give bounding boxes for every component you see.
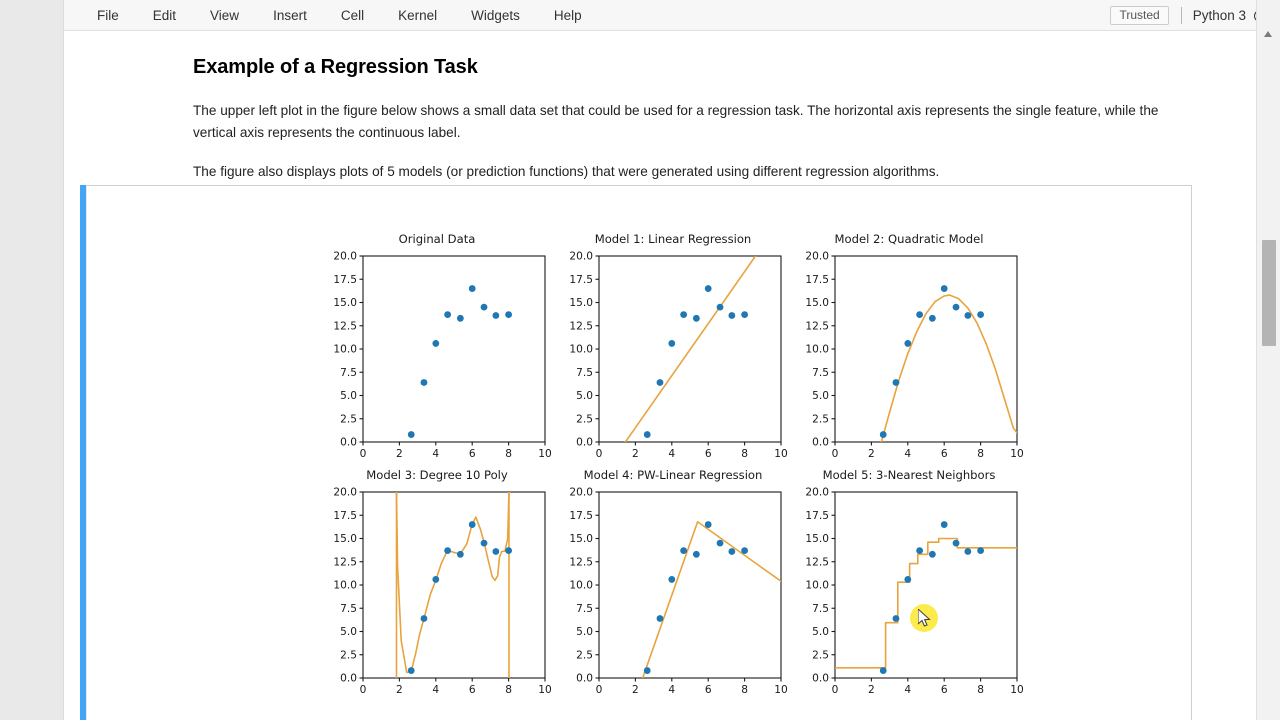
y-tick-label: 15.0 [569,533,593,546]
x-tick-label: 6 [940,684,948,696]
data-point [408,667,415,674]
y-tick-label: 10.0 [333,343,357,356]
subplot-canvas [319,248,555,468]
subplot-canvas [555,248,791,468]
y-tick-label: 2.5 [340,649,357,662]
data-point [953,540,960,547]
y-tick-label: 0.0 [576,436,593,449]
subplot-5 [555,468,791,704]
data-point [481,540,488,547]
data-point [492,312,499,319]
model-curve [396,492,509,672]
y-tick-label: 0.0 [576,672,593,685]
subplot-4 [319,468,555,704]
markdown-paragraph-2: The figure also displays plots of 5 models (or prediction functions) that were generated using different regression algorithms. [193,164,940,179]
data-point [893,615,900,622]
y-tick-label: 2.5 [576,649,593,662]
subplot-2 [555,232,791,468]
notebook-page [64,31,1256,720]
y-tick-label: 20.0 [805,250,829,263]
x-tick-label: 6 [468,448,476,460]
y-tick-label: 10.0 [805,343,829,356]
menu-item-file[interactable]: File [97,8,119,23]
x-tick-label: 2 [396,448,403,460]
subplot-canvas [319,484,555,704]
y-tick-label: 20.0 [333,250,357,263]
data-point [657,379,664,386]
subplot-6 [791,468,1027,704]
x-tick-label: 6 [940,448,948,460]
data-point [741,311,748,318]
y-tick-label: 7.5 [340,366,357,379]
data-point [644,667,651,674]
x-tick-label: 2 [632,684,639,696]
output-cell[interactable] [80,185,1192,720]
trusted-badge[interactable]: Trusted [1110,6,1168,25]
x-tick-label: 10 [538,684,552,696]
data-point [728,312,735,319]
mouse-pointer-icon [918,609,932,628]
y-tick-label: 17.5 [805,273,829,286]
data-point [408,431,415,438]
subplot-title: Model 2: Quadratic Model [834,232,984,246]
y-tick-label: 15.0 [333,297,357,310]
y-tick-label: 10.0 [569,343,593,356]
y-tick-label: 2.5 [812,413,829,426]
y-tick-label: 12.5 [569,556,593,569]
data-point [693,551,700,558]
y-tick-label: 20.0 [805,486,829,499]
x-tick-label: 4 [904,448,912,460]
menu-item-view[interactable]: View [210,8,240,23]
data-point [432,340,439,347]
subplot-canvas [791,248,1027,468]
data-point [505,547,512,554]
x-tick-label: 6 [704,448,712,460]
data-point [929,315,936,322]
y-tick-label: 5.0 [576,626,593,639]
model-curve [835,539,1017,668]
y-tick-label: 12.5 [805,320,829,333]
data-point [705,285,712,292]
subplot-title: Model 4: PW-Linear Regression [583,468,763,482]
y-tick-label: 17.5 [805,509,829,522]
x-tick-label: 4 [432,448,440,460]
data-point [904,340,911,347]
data-point [717,304,724,311]
data-point [457,551,464,558]
y-tick-label: 12.5 [805,556,829,569]
data-point [916,547,923,554]
data-point [680,311,687,318]
menu-bar [64,0,1280,31]
y-tick-label: 0.0 [812,436,829,449]
menu-items [80,0,599,31]
y-tick-label: 5.0 [340,390,357,403]
subplot-3 [791,232,1027,468]
data-point [680,547,687,554]
x-tick-label: 2 [868,448,875,460]
menu-item-help[interactable]: Help [553,8,582,23]
kernel-name-label: Python 3 [1192,8,1246,23]
data-point [941,285,948,292]
scrollbar-thumb[interactable] [1262,240,1276,346]
y-tick-label: 7.5 [340,602,357,615]
x-tick-label: 0 [831,448,839,460]
data-point [893,379,900,386]
data-point [481,304,488,311]
y-tick-label: 20.0 [569,250,593,263]
y-tick-label: 5.0 [340,626,357,639]
model-curve [643,522,781,678]
x-tick-label: 0 [595,448,603,460]
x-tick-label: 4 [668,684,676,696]
data-point [941,521,948,528]
y-tick-label: 15.0 [805,297,829,310]
y-tick-label: 17.5 [569,273,593,286]
y-tick-label: 17.5 [333,509,357,522]
x-tick-label: 4 [668,448,676,460]
menu-item-kernel[interactable]: Kernel [398,8,438,23]
x-tick-label: 6 [468,684,476,696]
data-point [469,521,476,528]
data-point [977,311,984,318]
x-tick-label: 6 [704,684,712,696]
y-tick-label: 5.0 [576,390,593,403]
data-point [964,548,971,555]
data-point [705,521,712,528]
x-tick-label: 8 [505,448,512,460]
kernel-indicator-group [1181,7,1266,24]
subplot-1 [319,232,555,468]
data-point [717,540,724,547]
data-point [444,547,451,554]
page-left-gutter [0,0,64,720]
y-tick-label: 15.0 [569,297,593,310]
menu-item-widgets[interactable]: Widgets [471,8,520,23]
y-tick-label: 15.0 [333,533,357,546]
data-point [916,311,923,318]
data-point [505,311,512,318]
data-point [904,576,911,583]
y-tick-label: 15.0 [805,533,829,546]
y-tick-label: 0.0 [340,436,357,449]
y-tick-label: 0.0 [812,672,829,685]
data-point [964,312,971,319]
y-tick-label: 7.5 [812,366,829,379]
y-tick-label: 20.0 [333,486,357,499]
subplot-canvas [791,484,1027,704]
data-point [421,379,428,386]
y-tick-label: 10.0 [333,579,357,592]
x-tick-label: 10 [1010,684,1024,696]
y-tick-label: 5.0 [812,390,829,403]
y-tick-label: 17.5 [333,273,357,286]
x-tick-label: 8 [977,448,984,460]
y-tick-label: 12.5 [333,556,357,569]
y-tick-label: 0.0 [340,672,357,685]
y-tick-label: 12.5 [333,320,357,333]
data-point [728,548,735,555]
y-tick-label: 10.0 [805,579,829,592]
x-tick-label: 10 [538,448,552,460]
x-tick-label: 0 [831,684,839,696]
scroll-up-arrow-icon[interactable] [1264,31,1272,37]
scrollbar-track[interactable] [1257,42,1280,240]
data-point [644,431,651,438]
data-point [693,315,700,322]
vertical-scrollbar[interactable] [1256,0,1280,720]
data-point [741,547,748,554]
data-point [929,551,936,558]
y-tick-label: 7.5 [812,602,829,615]
y-tick-label: 2.5 [576,413,593,426]
subplot-title: Model 1: Linear Regression [594,232,752,246]
y-tick-label: 10.0 [569,579,593,592]
regression-figure [319,232,1039,714]
x-tick-label: 2 [632,448,639,460]
page-title: Example of a Regression Task [193,56,478,78]
y-tick-label: 7.5 [576,366,593,379]
data-point [492,548,499,555]
data-point [977,547,984,554]
x-tick-label: 0 [359,448,367,460]
markdown-cell[interactable] [193,56,1183,201]
output-area [86,185,1192,720]
y-tick-label: 7.5 [576,602,593,615]
model-curve [625,256,755,442]
y-tick-label: 2.5 [812,649,829,662]
data-point [444,311,451,318]
y-tick-label: 20.0 [569,486,593,499]
subplot-title: Original Data [398,232,476,246]
data-point [668,576,675,583]
data-point [432,576,439,583]
x-tick-label: 10 [774,448,788,460]
markdown-paragraph-1: The upper left plot in the figure below shows a small data set that could be used for a regression task. The horizontal axis represents the single feature, while the vertical axis represents the continuous label. [193,103,1159,140]
x-tick-label: 10 [774,684,788,696]
subplot-title: Model 5: 3-Nearest Neighbors [822,468,996,482]
data-point [657,615,664,622]
subplot-canvas [555,484,791,704]
x-tick-label: 0 [595,684,603,696]
y-tick-label: 5.0 [812,626,829,639]
data-point [953,304,960,311]
x-tick-label: 2 [396,684,403,696]
menu-item-edit[interactable]: Edit [152,8,177,23]
x-tick-label: 8 [741,684,748,696]
menu-item-insert[interactable]: Insert [273,8,307,23]
subplot-title: Model 3: Degree 10 Poly [366,468,508,482]
data-point [668,340,675,347]
data-point [880,431,887,438]
y-tick-label: 12.5 [569,320,593,333]
x-tick-label: 8 [741,448,748,460]
x-tick-label: 10 [1010,448,1024,460]
data-point [457,315,464,322]
data-point [469,285,476,292]
x-tick-label: 4 [904,684,912,696]
x-tick-label: 4 [432,684,440,696]
model-curve [881,295,1017,442]
data-point [880,667,887,674]
x-tick-label: 8 [505,684,512,696]
x-tick-label: 8 [977,684,984,696]
menu-item-cell[interactable]: Cell [340,8,365,23]
x-tick-label: 0 [359,684,367,696]
menu-bar-right [1110,0,1266,31]
x-tick-label: 2 [868,684,875,696]
data-point [421,615,428,622]
y-tick-label: 2.5 [340,413,357,426]
y-tick-label: 17.5 [569,509,593,522]
